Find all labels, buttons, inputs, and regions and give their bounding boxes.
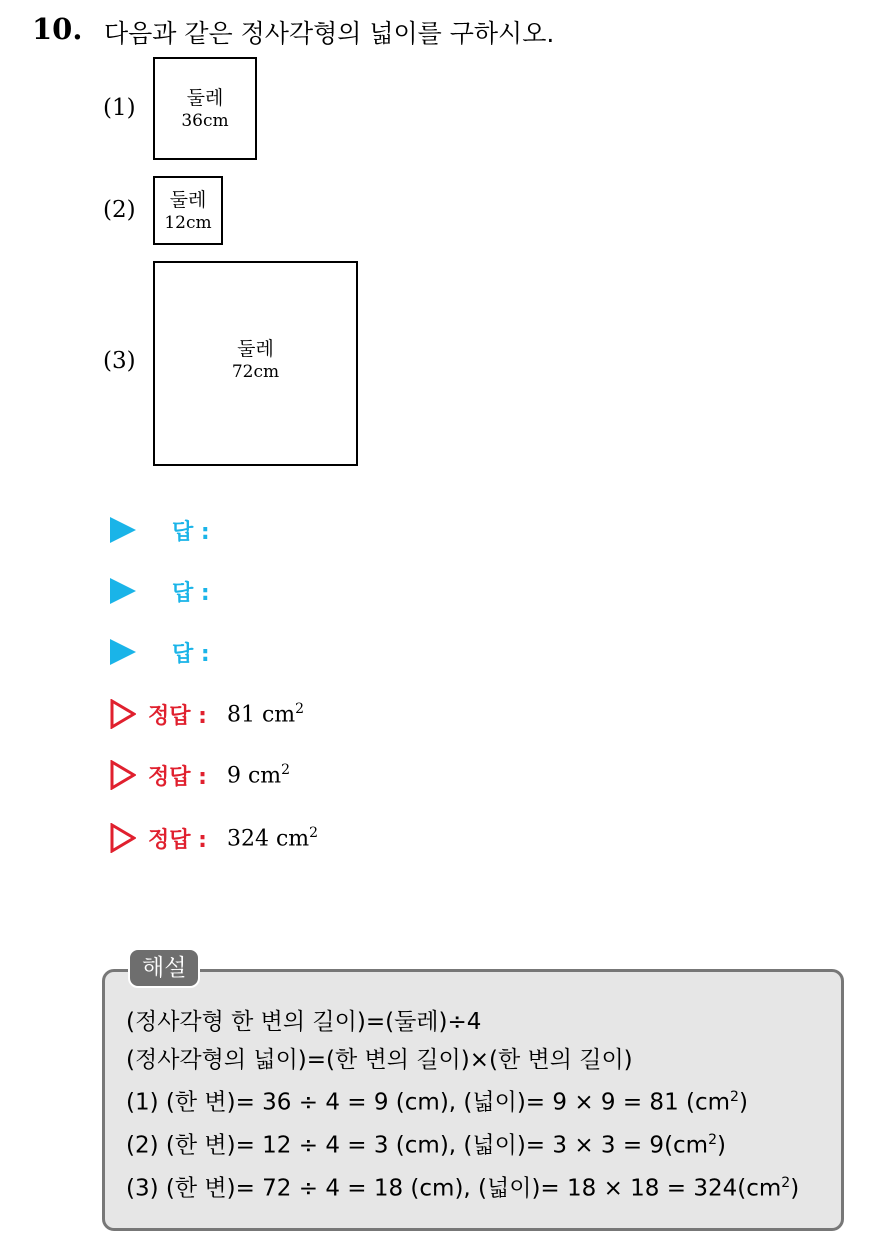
square-1-word: 둘레 [186, 86, 224, 109]
explanation-line-5: (3) (한 변)= 72 ÷ 4 = 18 (cm), (넓이)= $18 \times 18 = 324(cm^2)$ [126, 1175, 800, 1202]
outline-play-icon [110, 823, 136, 853]
play-icon [110, 578, 136, 604]
question-text: 다음과 같은 정사각형의 넓이를 구하시오. [104, 19, 555, 48]
explanation-line-3: (1) (한 변)= 36 ÷ 4 = 9 (cm), (넓이)= 9 × 9 = 81 $(cm^2)$ [126, 1089, 748, 1116]
problem-3-label: (3) [103, 348, 136, 374]
correct-label-2: 정답 : [148, 764, 207, 790]
correct-label-1: 정답 : [148, 703, 207, 729]
square-3 [153, 261, 358, 466]
play-icon [110, 639, 136, 665]
square-2-word: 둘레 [169, 188, 207, 211]
square-3-word: 둘레 [237, 338, 274, 360]
correct-value-2: 9 $cm^2$ [226, 761, 291, 789]
correct-value-1: 81 $cm^2$ [226, 700, 305, 728]
outline-play-icon [110, 760, 136, 790]
problem-1-label: (1) [103, 95, 136, 121]
explanation-tag: 해설 [128, 948, 200, 988]
correct-value-3: 324 $cm^2$ [226, 824, 319, 852]
correct-row-1 [110, 696, 304, 732]
explanation-line-1: (정사각형 한 변의 길이)=(둘레)÷4 [126, 1009, 482, 1035]
answer-prompt-1: 답 : [172, 519, 210, 545]
question-number: 10. [32, 12, 83, 46]
explanation-text [126, 1004, 799, 1208]
correct-label-3: 정답 : [148, 827, 207, 853]
square-2-value: 12cm [164, 212, 212, 233]
answer-prompt-2: 답 : [172, 580, 210, 606]
explanation-line-4: (2) (한 변)= 12 ÷ 4 = 3 (cm), (넓이)= $3 \times 3 = 9(cm^2)$ [126, 1132, 726, 1159]
answer-prompt-3: 답 : [172, 641, 210, 667]
answer-row-3 [110, 634, 210, 670]
square-1 [153, 57, 257, 160]
square-2 [153, 176, 223, 245]
square-1-value: 36cm [181, 110, 229, 131]
answer-row-2 [110, 573, 210, 609]
correct-row-2 [110, 757, 290, 793]
answer-row-1 [110, 512, 210, 548]
play-icon [110, 517, 136, 543]
explanation-line-2: (정사각형의 넓이)=(한 변의 길이)×(한 변의 길이) [126, 1046, 633, 1073]
outline-play-icon [110, 699, 136, 729]
square-3-value: 72cm [231, 362, 280, 382]
correct-row-3 [110, 820, 318, 856]
problem-2-label: (2) [103, 197, 136, 223]
